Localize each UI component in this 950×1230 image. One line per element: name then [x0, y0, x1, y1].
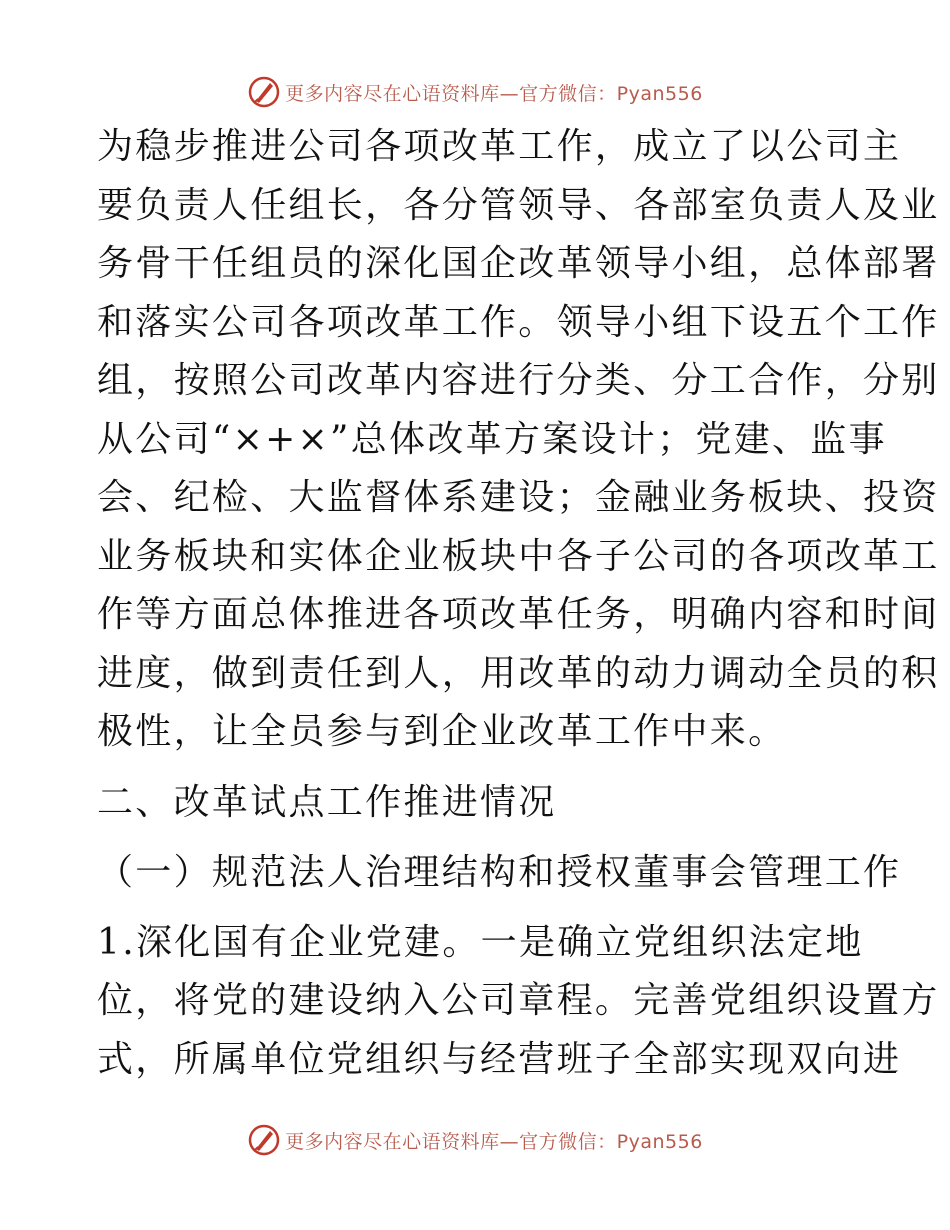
feather-pen-logo-icon	[247, 1123, 281, 1157]
paragraph-reform-organization	[97, 118, 940, 762]
section-heading: 二、改革试点工作推进情况	[97, 781, 557, 823]
header-watermark	[0, 72, 950, 112]
text-line: 要负责人任组长，各分管领导、各部室负责人及业	[97, 184, 940, 226]
text-line: 业务板块和实体企业板块中各子公司的各项改革工	[97, 535, 940, 577]
feather-pen-logo-icon	[247, 75, 281, 109]
text-line: 从公司“×+×”总体改革方案设计；党建、监事	[97, 418, 887, 460]
paragraph-party-building	[97, 914, 940, 1090]
text-line: 为稳步推进公司各项改革工作，成立了以公司主	[97, 126, 902, 167]
text-line: 作等方面总体推进各项改革任务，明确内容和时间	[97, 594, 940, 635]
text-line: 式，所属单位党组织与经营班子全部实现双向进	[97, 1038, 902, 1080]
text-line: 极性，让全员参与到企业改革工作中来。	[97, 711, 787, 752]
text-line: 组，按照公司改革内容进行分类、分工合作，分别	[97, 360, 940, 401]
document-body	[97, 118, 940, 1089]
text-line: 进度，做到责任到人，用改革的动力调动全员的积	[97, 652, 940, 694]
text-line: 1.深化国有企业党建。一是确立党组织法定地	[97, 921, 864, 963]
text-line: 位，将党的建设纳入公司章程。完善党组织设置方	[97, 980, 940, 1021]
footer-watermark	[0, 1120, 950, 1160]
text-line: 和落实公司各项改革工作。领导小组下设五个工作	[97, 301, 940, 343]
subsection-heading: （一）规范法人治理结构和授权董事会管理工作	[97, 851, 902, 893]
text-line: 会、纪检、大监督体系建设；金融业务板块、投资	[97, 477, 940, 518]
watermark-text: 更多内容尽在心语资料库—官方微信：Pyan556	[285, 82, 703, 105]
text-line: 务骨干任组员的深化国企改革领导小组，总体部署	[97, 243, 940, 284]
watermark-text: 更多内容尽在心语资料库—官方微信：Pyan556	[285, 1130, 703, 1153]
